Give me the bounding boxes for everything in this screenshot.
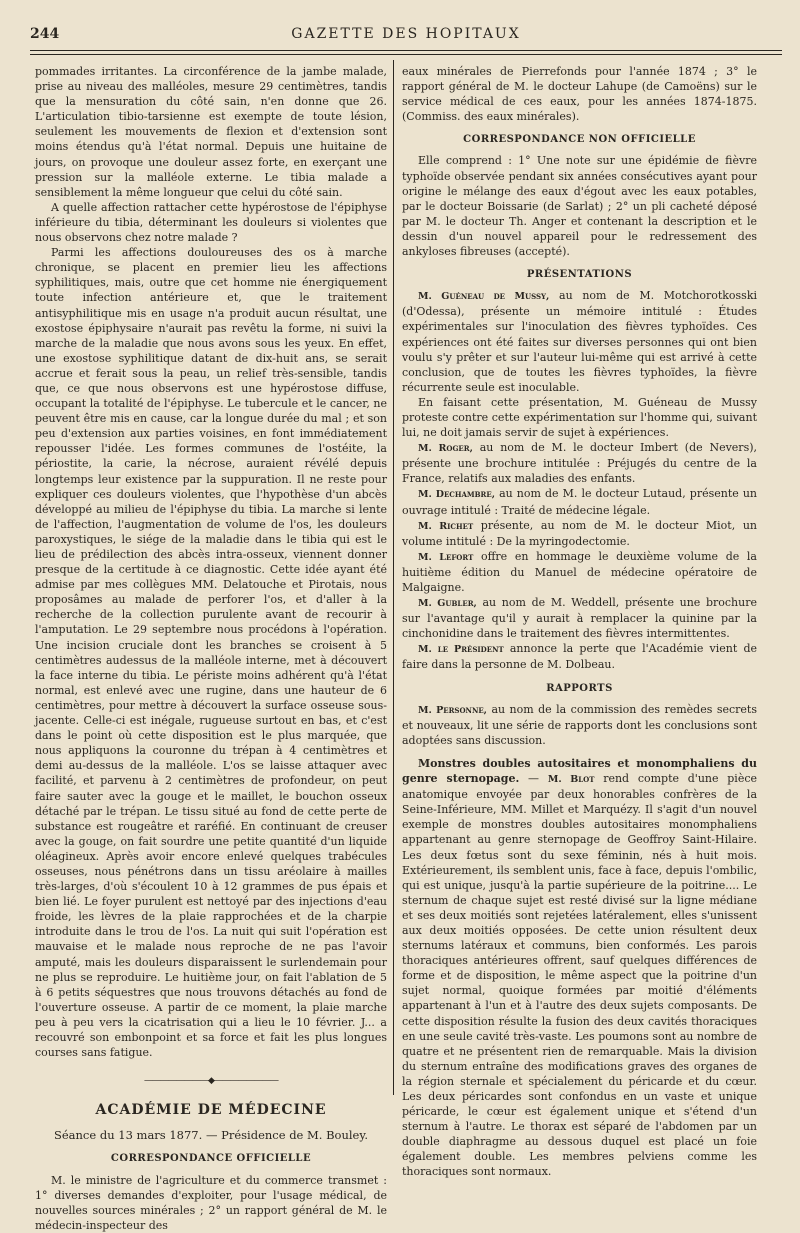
presentation-item	[402, 549, 757, 595]
presentation-item	[402, 486, 757, 517]
presentation-text: au nom de M. le docteur Imbert (de Nevers), présente une brochure intitulée : Préjugés du centre de la France, relatifs aux maladies des enfants.	[402, 441, 758, 486]
journal-title: GAZETTE DES HOPITAUX	[291, 26, 521, 42]
section-heading: PRÉSENTATIONS	[526, 269, 633, 281]
section-heading: RAPPORTS	[546, 682, 613, 694]
article-title: Monstres doubles autositaires et monomphaliens du genre sternopage.	[402, 756, 757, 786]
paragraph: M. le ministre de l'agriculture et du commerce transmet : 1° diverses demandes d'exploiter, pour l'usage médical, de nouvelles sources minérales ; 2° un rapport général de M. le médecin-inspecteur des	[35, 1173, 387, 1232]
presentation-text: offre en hommage le deuxième volume de la huitième édition du Manuel de médecine opératoire de Malgaigne.	[402, 549, 757, 594]
presentation-text: présente, au nom de M. le docteur Miot, un volume intitulé : De la myringodectomie.	[402, 518, 758, 548]
presentation-text: au nom de M. Weddell, présente une brochure sur l'avantage qu'il y aurait à remplacer la quinine par la cinchonidine dans le traitement des fièvres intermittentes.	[402, 596, 757, 641]
header-rule-bottom	[30, 54, 782, 55]
section-heading: CORRESPONDANCE OFFICIELLE	[110, 1153, 312, 1165]
column-divider	[393, 60, 394, 1095]
paragraph: Parmi les affections douloureuses des os à marche chronique, se placent en premier lieu les affections syphilitiques, mais, outre que cet homme nie énergiquement toute infection antérieure et, que le traitement antisyphilitique mis en usage n'a produit aucun résultat, une exostose épiphysaire n'aurait pas revêtu la forme, ni suivi la marche de la maladie que nous avons sous les yeux. En effet, une exostose syphilitique datant de dix-huit ans, se serait accrue et ferait sous la peau, un relief très-sensible, tandis que, ce que nous observons est une hypérostose diffuse, occupant la totalité de l'épiphyse. Le tubercule et le cancer, ne peuvent être mis en cause, car la longue durée du mal ; et son peu d'extension aux parties voisines, en font immédiatement repousser l'idée. Les formes communes de l'ostéite, la périostite, la carie, la nécrose, auraient révélé depuis longtemps leur existence par la suppuration. Il ne reste pour expliquer ces douleurs violentes, que l'hypothèse d'un abcès développé au milieu de l'épiphyse du tibia. La marche si lente de l'affection, l'augmentation de volume de l'os, les douleurs paroxystiques, le siége de la maladie dans le tibia qui est le lieu de prédilection des abcès intra-osseux, viennent donner presque de la certitude à ce diagnostic. Cette idée ayant été admise par mes collègues MM. Delatouche et Pirotais, nous proposâmes au malade de perforer l'os, et d'aller à la recherche de la collection purulente avant de recourir à l'amputation. Le 29 septembre nous procédons à l'opération. Une incision cruciale dont les branches se croisent à 5 centimètres audessus de la malléole interne, met à découvert la face interne du tibia. Le périste moins adhérent qu'à l'état normal, est enlevé avec une rugine, dans une hauteur de 6 centimètres, pour mettre à découvert la surface osseuse sous-jacente. Celle-ci est inégale, rugueuse surtout en bas, et c'est dans le point où cette disposition est le plus marquée, que nous appliquons la couronne du trépan à 4 centimètres et demi au-dessus de la malléole. L'os se laisse attaquer avec facilité, et parvenu à 2 centimètres de profondeur, on peut faire sauter avec la gouge et le maillet, le bouchon osseux détaché par le trépan. Le tissu situé au fond de cette perte de substance est rougeâtre et raréfié. En continuant de creuser avec la gouge, on fait sourdre une petite quantité d'un liquide oléagineux. Après avoir encore enlevé quelques trabécules osseuses, nous pénétrons dans un tissu aréolaire à mailles très-larges, d'où s'écoulent 10 à 12 grammes de pus épais et bien lié. Le foyer purulent est nettoyé par des injections d'eau froide, les lèvres de la plaie rapprochées et de la charpie introduite dans le trou de l'os. La nuit qui suit l'opération est mauvaise et le malade nous reproche de ne pas l'avoir amputé, mais les douleurs disparaissent le surlendemain pour ne plus se reproduire. Le huitième jour, on fait l'ablation de 5 à 6 petits séquestres que nous trouvons détachés au fond de l'ouverture osseuse. A partir de ce moment, la plaie marche peu à peu vers la cicatrisation qui a lieu le 10 février. J... a recouvré son embonpoint et sa force et fait les plus longues courses sans fatigue.	[35, 246, 387, 1060]
paragraph: Elle comprend : 1° Une note sur une épidémie de fièvre typhoïde observée pendant six années consécutives ayant pour origine le mélange des eaux d'égout avec les eaux potables, par le docteur Boissarie (de Sarlat) ; 2° un pli cacheté déposé par M. le docteur Th. Anger et contenant la description et le dessin d'un nouvel appareil pour le redressement des ankyloses fibreuses (accepté).	[402, 154, 757, 259]
paragraph: pommades irritantes. La circonférence de la jambe malade, prise au niveau des malléoles, mesure 29 centimètres, tandis que la mensuration du côté sain, n'en donne que 26. L'articulation tibio-tarsienne est exempte de toute lésion, seulement les mouvements de flexion et d'extension sont moins étendus qu'à l'état normal. Depuis une huitaine de jours, on provoque une douleur assez forte, en exerçant une pression sur la malléole externe. Le tibia malade a sensiblement la même longueur que celui du côté sain.	[35, 65, 387, 199]
presentation-item	[402, 440, 757, 486]
paragraph: A quelle affection rattacher cette hypérostose de l'épiphyse inférieure du tibia, déterminant les douleurs si violentes que nous observons chez notre malade ?	[35, 200, 387, 245]
speaker-name: M. Personne,	[418, 704, 487, 716]
ornament-divider: ————————◆————————	[144, 1076, 278, 1087]
seance-line: Séance du 13 mars 1877. — Présidence de M. Bouley.	[53, 1128, 368, 1143]
presentation-text: au nom de M. le docteur Lutaud, présente un ouvrage intitulé : Traité de médecine légale.	[402, 487, 758, 517]
academy-heading: ACADÉMIE DE MÉDECINE	[95, 1102, 327, 1119]
paragraph: eaux minérales de Pierrefonds pour l'année 1874 ; 3° le rapport général de M. le docteur Lahupe (de Camoëns) sur le service médical de ces eaux, pour les années 1874-1875. (Commiss. des eaux minérales).	[402, 65, 757, 124]
article	[402, 756, 757, 1180]
section-heading: CORRESPONDANCE NON OFFICIELLE	[463, 134, 696, 146]
speaker-name: M. Blot	[547, 774, 595, 786]
speaker-name: M. Lefort	[418, 551, 474, 563]
speaker-name: M. Dechambre,	[418, 489, 496, 501]
presentation-text: annonce la perte que l'Académie vient de faire dans la personne de M. Dolbeau.	[402, 642, 757, 672]
presentation-item	[402, 595, 757, 641]
speaker-name: M. le Président	[418, 644, 504, 656]
presentation-text: au nom de M. Motchorotkosski (d'Odessa), présente un mémoire intitulé : Études expérimentales sur l'inoculation des fièvres typhoïdes. Ces expériences ont été faites sur diverses personnes qui ont bien voulu s'y prêter et sur l'auteur lui-même qui est arrivé à cette conclusion, que de toutes les fièvres typhoïdes, la fièvre récurrente seule est inoculable.	[402, 289, 758, 394]
speaker-name: M. Richet	[418, 520, 474, 532]
article-dash: —	[519, 772, 548, 786]
speaker-name: M. Gubler,	[418, 598, 477, 610]
speaker-name: M. Guéneau de Mussy,	[418, 291, 550, 303]
page-header	[30, 24, 782, 50]
speaker-name: M. Roger,	[418, 443, 473, 455]
report-item	[402, 702, 757, 748]
paragraph: En faisant cette présentation, M. Guéneau de Mussy proteste contre cette expérimentation sur l'homme qui, suivant lui, ne doit jamais servir de sujet à expériences.	[402, 395, 757, 440]
article-text: rend compte d'une pièce anatomique envoyée par deux honorables confrères de la Seine-Inférieure, MM. Millet et Marquézy. Il s'agit d'un nouvel exemple de monstres doubles autositaires monomphaliens appartenant au genre sternopage de Geoffroy Saint-Hilaire. Les deux fœtus sont du sexe féminin, nés à huit mois. Extérieurement, ils semblent unis, face à face, depuis l'ombilic, qui est unique, jusqu'à la partie supérieure de la poitrine.... Le sternum de chaque sujet est resté divisé sur la ligne médiane et ses deux moitiés sont rejetées latéralement, elles s'unissent aux deux moitiés opposées. De cette union résultent deux sternums latéraux et communs, bien conformés. Les parois thoraciques antérieures offrent, sauf quelques différences de forme et de disposition, le même aspect que la poitrine d'un sujet normal, quoique formées par moitié d'éléments appartenant à l'un et à l'autre des deux sujets composants. De cette disposition résulte la fusion des deux cavités thoraciques en une seule cavité très-vaste. Les poumons sont au nombre de quatre et ne présentent rien de remarquable. Mais la division du sternum entraîne des modifications graves des organes de la région sternale et spécialement du péricarde et du cœur. Les deux péricardes sont confondus en un vaste et unique péricarde, le cœur est également unique et s'étend d'un sternum à l'autre. Le thorax est séparé de l'abdomen par un double diaphragme au dessous duquel est placé un foie également double. Les membres pelviens comme les thoraciques sont normaux.	[402, 772, 757, 1179]
presentation-item	[402, 641, 757, 672]
report-text: au nom de la commission des remèdes secrets et nouveaux, lit une série de rapports dont les conclusions sont adoptées sans discussion.	[402, 702, 757, 747]
right-column	[402, 64, 757, 1180]
presentation-item	[402, 288, 757, 395]
presentation-item	[402, 518, 757, 549]
left-column	[35, 64, 387, 1233]
page-number: 244	[30, 26, 60, 42]
header-rule-top	[30, 50, 782, 51]
